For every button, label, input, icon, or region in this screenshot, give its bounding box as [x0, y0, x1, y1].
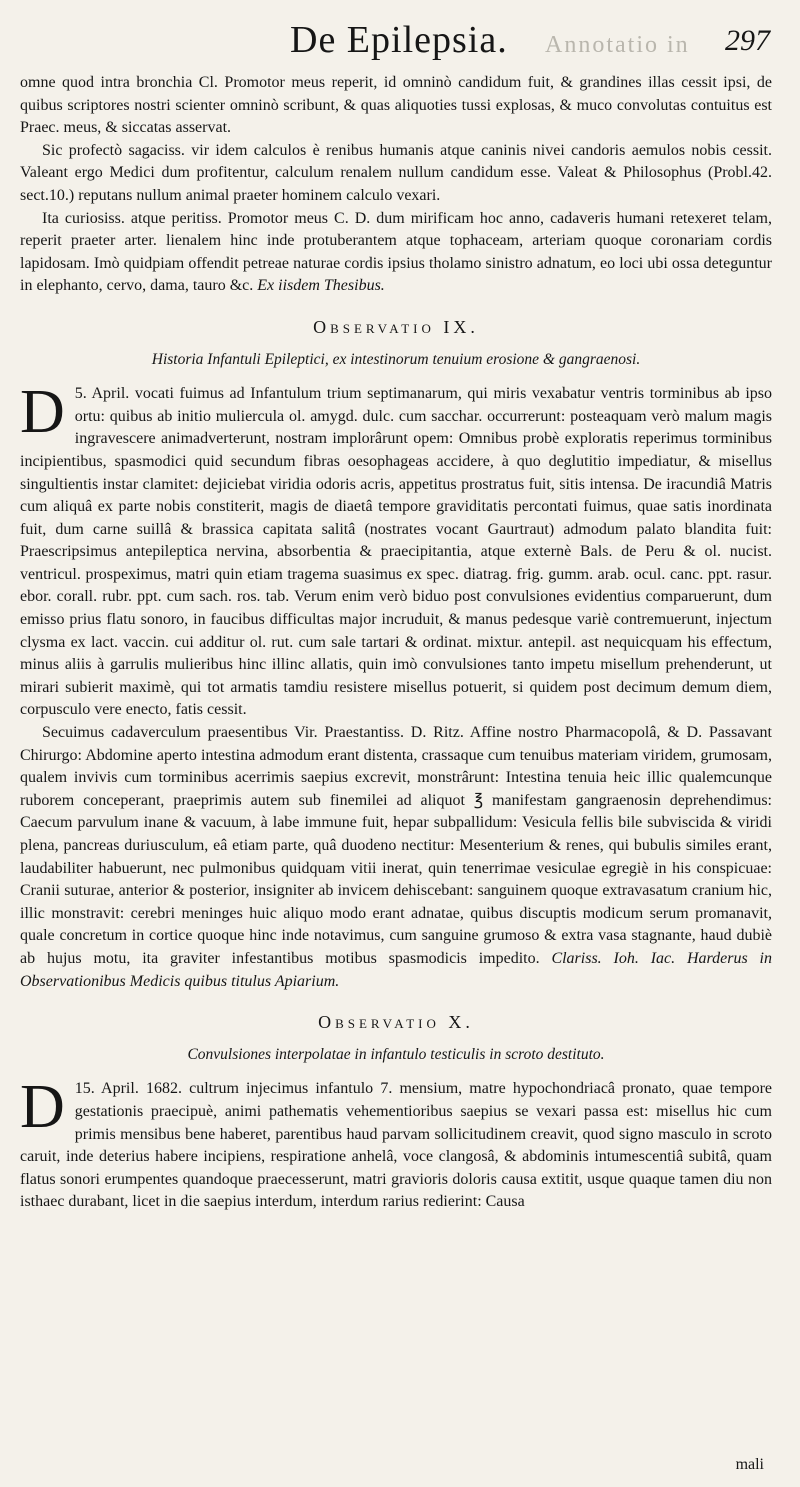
catchword: mali — [735, 1456, 764, 1473]
page-body — [20, 72, 772, 1214]
continuation-paragraph-3-text: Ita curiosiss. atque peritiss. Promotor meus C. D. dum mirificam hoc anno, cadaveris humani retexeret telam, reperit praeter arter. lienalem hinc inde protuberantem atque tophaceam, arteriam quoque coronariam cordis lapidosam. Imò quidpiam offendit petreae naturae cordis ipsius tholamo sinistro adnatum, eo loci ubi ossa deteguntur in elephanto, cervo, dama, tauro &c. — [20, 209, 772, 295]
continuation-paragraph-2: Sic profectò sagaciss. vir idem calculos è renibus humanis atque caninis nivei candoris aemulos nobis cessit. Valeant ergo Medici dum profitentur, calculum renalem nullum candidum esse. Valeat & Philosophus (Probl.42. sect.10.) reputans nullum animal praeter hominem calculo vexari. — [20, 141, 772, 204]
bleed-through-text: Annotatio in — [545, 32, 690, 58]
observation-10-heading: Observatio X. — [318, 1012, 474, 1033]
running-head — [0, 18, 800, 78]
continuation-paragraph-1: omne quod intra bronchia Cl. Promotor meus reperit, id omninò candidum fuit, & grandines illas cessit ipsi, de quibus scriptores nostri scienter omninò scribunt, & quas aliquoties tussi explosas, & muco convolutas contuitus est Praec. meus, & siccatas asservat. — [20, 74, 772, 137]
observation-9-dropcap: D — [20, 378, 65, 447]
observation-10-paragraph-1-text: 15. April. 1682. cultrum injecimus infantulo 7. mensium, matre hypochondriacâ pronato, quae tempore gestationis praecipuè, animi pathematis vehementioribus saepius se vexari passa est: misellus hic cum primis mensibus bene haberet, parentibus haud parvam sollicitudinem creavit, quod signo masculo in scroto caruit, inde deterius habere incipiens, respiratione anhelâ, voce clangosâ, & abdominis intumescentiâ subitâ, quam flatus sonori erumpentes quandoque praecesserunt, matri gravioris doloris causa extitit, usque quaque tamen diu non isthaec durabant, licet in die saepius interdum, interdum rarius redierint: Causa — [20, 1080, 772, 1211]
observation-9-source: Clariss. Ioh. Iac. Harderus in Observationibus Medicis quibus titulus Apiarium. — [20, 949, 772, 990]
page-number: 297 — [725, 24, 770, 57]
observation-10-subtitle: Convulsiones interpolatae in infantulo testiculis in scroto destituto. — [187, 1045, 605, 1063]
observation-9-paragraph-1-text: 5. April. vocati fuimus ad Infantulum trium septimanarum, qui miris vexabatur ventris torminibus ab ipso ortu: quibus ab initio muliercula ol. amygd. dulc. cum sacchar. occurrerunt: posteaquam verò malum magis ingravescere animadverterunt, nostram implorârunt opem: Omnibus probè exploratis reperimus torminibus incipientibus, spasmodici quid secundum fibras oesophageas accidere, à quo deglutitio impediatur, & misellus singultientis instar clamitet: dejiciebat viridia odoris acris, appetitus prostratus fuit, sitis intensa. De iracundiâ Matris cum aliquâ ex parte nobis constiterit, magis de diaetâ tempore graviditatis percontati fuimus, quae satis inordinata fuit, dum carne suillâ & brassica capitata salitâ (nostrates vocant Gaurtraut) admodum palato blandita fuit: Praescripsimus antepileptica nervina, absorbentia & praecipitantia, atque externè Bals. de Peru & ol. nucist. ventricul. prospeximus, matri quin etiam tragema suasimus ex spec. diatrag. frig. gumm. arab. ocul. canc. ppt. rasur. ebor. corall. rubr. ppt. cum sach. ros. tab. Verum enim verò biduo post convulsiones evidentius comparuerunt, dum emisso prius flatu sonoro, in faucibus difficultas major incruduit, & manus pedesque variè contremuerunt, injectum clysma ex lact. vaccin. cui additur ol. rut. cum sale tartari & ordinat. mixtur. antepil. ast nequicquam his effectum, minus aliis à garrulis mulieribus hinc illinc allatis, quin imò convulsiones tanto impetu misellum prehenderunt, ut mirari subierit maximè, qui tot armatis tamdiu resistere misellus potuerit, si quidem post decimum demum diem, corpusculo vere enecto, fatis cessit. — [20, 385, 772, 719]
observation-9-paragraph-2-text: Secuimus cadaverculum praesentibus Vir. Praestantiss. D. Ritz. Affine nostro Pharmacopolâ, & D. Passavant Chirurgo: Abdomine aperto intestina admodum erant distenta, crassaque cum tenuibus materiam viridem, grumosam, qualem invivis cum torminibus acerrimis saepius excrevit, monstrârunt: Intestina tenuia heic illic qualemcunque ruborem conceperant, praeprimis autem sub finemilei ad aliquot ℥ manifestam gangraenosin deprehendimus: Caecum parvulum inane & vacuum, à labe immune fuit, hepar subpallidum: Vesicula fellis bile subviscida & viridi plena, pancreas duriusculum, eâ etiam parte, quâ duodeno nectitur: Mesenterium & renes, qui bubulis similes erant, laudabiliter habuerunt, nec pulmonibus quidquam vitii inerat, quin tenerrimae vesiculae egregiè in his conspicuae: Cranii suturae, anterior & posterior, insigniter ab invicem dehiscebant: sanguinem quoque extravasatum cranium hic, illic monstravit: cerebri meninges huic aliquo modo erant adnatae, quibus discuptis modicum serum promanavit, quale concretum in cortice quoque hinc inde notavimus, cum sanguine grumoso & extra vasa stagnante, haud dubiè ab hujus motu, ita graviter infestantibus motibus spasmodicis impedito. — [20, 724, 772, 967]
continuation-source: Ex iisdem Thesibus. — [257, 277, 385, 295]
observation-10-dropcap: D — [20, 1073, 65, 1142]
continuation-paragraph-3 — [20, 208, 772, 298]
observation-10-paragraph-1 — [20, 1073, 772, 1214]
observation-9-paragraph-1 — [20, 378, 772, 722]
observation-9-subtitle: Historia Infantuli Epileptici, ex intestinorum tenuium erosione & gangraenosi. — [151, 350, 641, 368]
observation-9-heading: Observatio IX. — [313, 316, 479, 337]
page-title: De Epilepsia. — [290, 19, 508, 61]
observation-9-paragraph-2 — [20, 722, 772, 993]
